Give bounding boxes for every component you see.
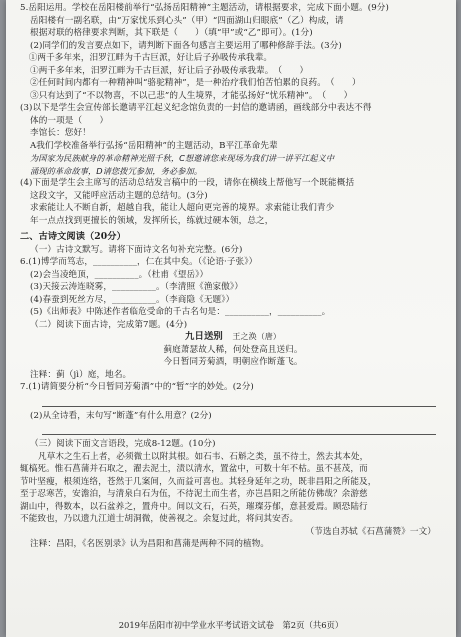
sub-heading-1: （一）古诗文默写。请将下面诗文名句补充完整。(6分): [30, 244, 243, 255]
q5-line1: 岳阳楼有一副名联，由“万家忧乐到心头”（甲）“四面湖山归眼底”（乙）构成，请: [30, 15, 344, 26]
answer-line: [42, 422, 436, 435]
q7-2: (2)从全诗看，末句写“断蓬”有什么用意？(2分): [30, 410, 212, 421]
answer-bracket: （ ）: [325, 78, 361, 88]
classical-line2: 辄槁死。惟石菖蒲并石取之，濯去泥土，渍以清水，置盆中，可数十年不枯。虽不甚茂，而: [20, 464, 368, 474]
q5-sub4: (4)下面是学生会主席写的活动总结发言稿中的一段，请你在横线上帮他写一个既能概括: [20, 178, 355, 188]
q5-sub3-line3: 李馆长：您好！: [30, 128, 91, 138]
q5-sub4-line2: 这段文字，又能呼应活动主题的总结句。(3分): [30, 190, 208, 201]
poem-author: 王之涣（唐）: [232, 332, 281, 341]
poem-title-text: 九日送别: [185, 331, 223, 342]
classical-line6: 不能致也，乃以遗九江道士胡洞微，使善视之。余复过此，将问其安否。: [20, 514, 299, 524]
poem-line2: 今日暂同芳菊酒，明朝应作断蓬飞。: [163, 357, 303, 367]
classical-line4: 至于忍寒苦，安澹泊，与清泉白石为伍，不待泥土而生者，亦岂昌阳之所能仿佛哉？余游慈: [20, 489, 368, 499]
classical-line3: 节叶坚瘦，根须连络，苍然于几案间，久而益可喜也。其轻身延年之功，既非昌阳之所能及，: [20, 476, 377, 487]
q7-1: 7.(1)请简要分析“今日暂同芳菊酒”中的“暂”字的妙处。(2分): [20, 382, 254, 392]
handwritten-answer-2: 涌现的革命故事，D请您拨冗参加，务必参加。: [30, 165, 203, 176]
q5-intro: 5.岳阳运用。学校在岳阳楼前举行“弘扬岳阳精神”主题活动，请根据要求，完成下面小题。(9分): [20, 3, 389, 13]
q6-line4: (4)春蚕到死丝方尽，__________。（李商隐《无题》）: [30, 294, 235, 305]
sub-heading-3: （三）阅读下面文言语段，完成8-12题。(10分): [30, 439, 216, 449]
answer-line: [42, 394, 436, 407]
q6-line1: 6.(1)博学而笃志，__________，仁在其中矣。（《论语·子张》）: [20, 257, 258, 267]
q5-line3: (2)同学们的发言要点如下，请判断下面各句感言主要运用了哪种修辞手法。(3分): [30, 40, 342, 51]
q6-line3: (3)天接云涛连晓雾，__________。（李清照《渔家傲》）: [30, 282, 244, 292]
q5-line2: 根据对联的格律要求判断，其下联是（ ）（填“甲”或“乙”即可）。(1分): [30, 28, 313, 38]
answer-bracket: （ ）: [317, 90, 353, 101]
q5-sub3: (3)以下是学生会宣传部长邀请平江起义纪念馆负责的一封信的邀请函，画线部分中表达不得: [20, 103, 372, 113]
poem-note: 注释：蓟（jì）庭，地名。: [30, 369, 132, 380]
q5-opt2-text: ②任何时间内都有一种精神叫“骆驼精神”，是一种治疗我们怕苦怕累的良药。: [30, 78, 326, 88]
exam-page: [6, 0, 456, 637]
q5-sub2: ①两千多年来，汨罗江畔为千古巨派，好让后子孙吸传承我辈。: [20, 53, 273, 63]
sub-heading-2: （二）阅读下面古诗，完成第7题。(4分): [30, 319, 188, 330]
answer-bracket: （ ）: [273, 65, 309, 76]
q5-opt3-text: ③只有达到了“不以物喜，不以己悲”的人生境界，才能弘扬好“忧乐精神”。: [30, 90, 318, 101]
classical-source: （节选自苏轼《石菖蒲赞》一文）: [305, 526, 436, 537]
page-footer: 2019年岳阳市初中学业水平考试语文试卷 第2页（共6页）: [118, 620, 344, 630]
q5-sub3-line2: 体的一项是（ ）: [30, 115, 109, 126]
q6-line2: (2)会当凌绝顶，__________。（杜甫《望岳》）: [30, 269, 209, 280]
q5-letter-greeting: A我们学校准备举行弘扬“岳阳精神”的主题活动，B平江革命先辈: [30, 140, 278, 151]
q5-sub4-line3: 求索能让人不断自新，超越自我，能让人超向更完善的境界。求索能让我们青少: [30, 203, 335, 213]
q5-opt2: [20, 77, 446, 90]
poem-title: [20, 331, 446, 344]
poem-line1: 蓟庭萧瑟故人稀，何处登高且送归。: [163, 344, 303, 355]
handwritten-answer-1: 为国家为民族献身的革命精神光照千秋，C想邀请您来现场为我们讲一讲平江起义中: [30, 153, 335, 163]
q5-opt1: [20, 65, 446, 78]
classical-line5: 湖山中，得数本，以石盆养之，置舟中。间以文石，石英，璀璨芬郁，意甚爱焉。顾恐陆行: [20, 501, 368, 512]
q5-opt1-text: ①两千多年来，汨罗江畔为千古巨派，好让后子孙吸传承我辈。: [30, 65, 274, 76]
q6-line5: (5)《出师表》中陈述作者临危受命的千古名句是：__________，__________。: [30, 307, 331, 317]
page-content: [20, 2, 446, 551]
q5-opt3: [20, 90, 446, 103]
classical-line1: 凡草木之生石上者，必须微土以附其根。如石韦、石斛之类，虽不待土，然去其本处，: [38, 451, 369, 462]
classical-note: 注释：昌阳，《名医别录》认为昌阳和菖蒲是两种不同的植物。: [30, 539, 270, 549]
q5-sub4-line4: 年一点点找到更擅长的领域，发挥所长，练就过硬本领，总之，: [30, 215, 274, 226]
section-heading-poetry: 二、古诗文阅读（20分）: [20, 231, 126, 242]
